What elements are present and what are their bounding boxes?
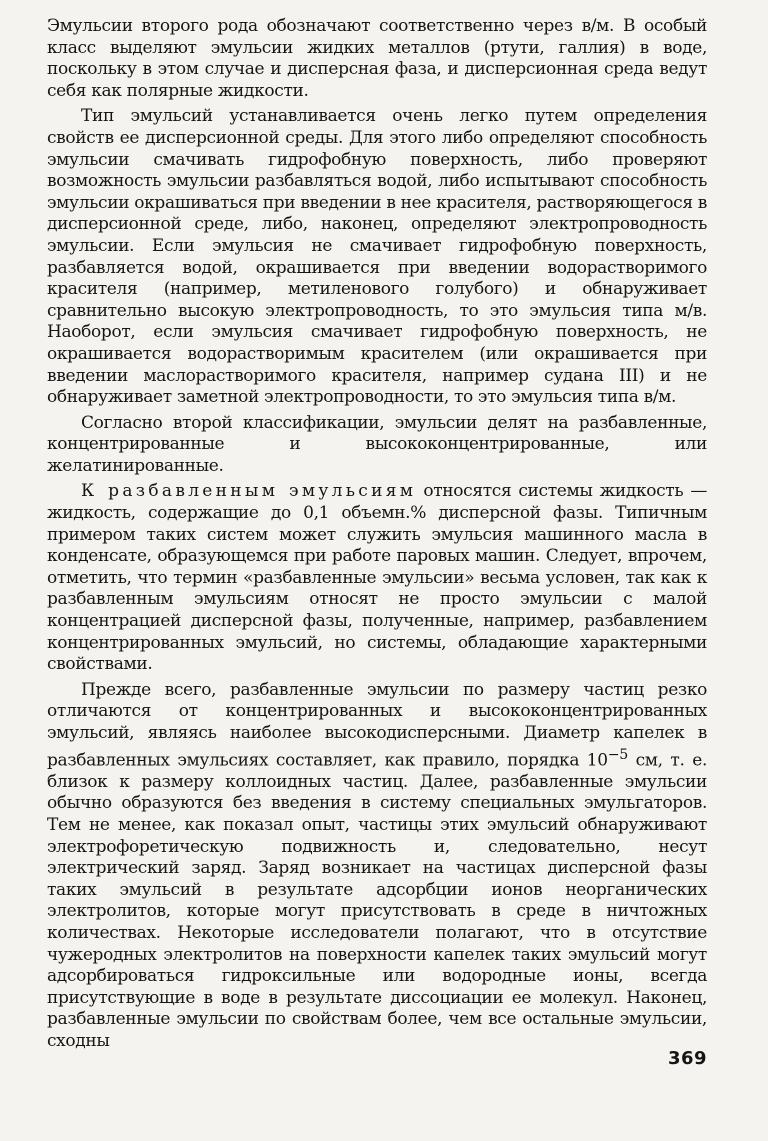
- paragraph-5: [47, 680, 707, 1053]
- paragraph-2: Тип эмульсий устанавливается очень легко путем определения свойств ее дисперсионной среды. Для этого либо определяют способность эмульсии смачивать гидрофобную поверхность, либо проверяют возможность эмульсии разбавляться водой, либо испытывают способность эмульсии окрашиваться при введении в нее красителя, растворяющегося в дисперсионной среде, либо, наконец, определяют электропроводность эмульсии. Если эмульсия не смачивает гидрофобную поверхность, разбавляется водой, окрашивается при введении водорастворимого красителя (например, метиленового голубого) и обнаруживает сравнительно высокую электропроводность, то это эмульсия типа м/в. Наоборот, если эмульсия смачивает гидрофобную поверхность, не окрашивается водорастворимым красителем (или окрашивается при введении маслорастворимого красителя, например судана III) и не обнаруживает заметной электропроводности, то это эмульсия типа в/м.: [47, 106, 707, 408]
- paragraph-1: Эмульсии второго рода обозначают соответственно через в/м. В особый класс выделяют эмульсии жидких металлов (ртути, галлия) в воде, поскольку в этом случае и дисперсная фаза, и дисперсионная среда ведут себя как полярные жидкости.: [47, 16, 707, 101]
- body-text: [47, 16, 707, 1057]
- paragraph-4: [47, 481, 707, 675]
- spaced-term: К разбавленным эмульсиям: [81, 481, 417, 502]
- paragraph-4-text: относятся системы жидкость — жидкость, содержащие до 0,1 объемн.% дисперсной фазы. Типичным примером таких систем может служить эмульсия машинного масла в конденсате, образующемся при работе паровых машин. Следует, впрочем, отметить, что термин «разбавленные эмульсии» весьма условен, так как к разбавленным эмульсиям относят не просто эмульсии с малой концентрацией дисперсной фазы, полученные, например, разбавлением концентрированных эмульсий, но системы, обладающие характерными свойствами.: [47, 481, 707, 675]
- exponent: −5: [607, 746, 628, 763]
- page-number: 369: [668, 1048, 708, 1069]
- paragraph-5-text-a: Прежде всего, разбавленные эмульсии по размеру частиц резко отличаются от концентрированных и высококонцентрированных эмульсий, являясь наиболее высокодисперсными. Диаметр капелек в разбавленных эмульсиях составляет, как правило, порядка 10: [47, 679, 707, 771]
- paragraph-5-text-b: см, т. е. близок к размеру коллоидных частиц. Далее, разбавленные эмульсии обычно образуются без введения в систему специальных эмульгаторов. Тем не менее, как показал опыт, частицы этих эмульсий обнаруживают электрофоретическую подвижность и, следовательно, несут электрический заряд. Заряд возникает на частицах дисперсной фазы таких эмульсий в результате адсорбции ионов неорганических электролитов, которые могут присутствовать в среде в ничтожных количествах. Некоторые исследователи полагают, что в отсутствие чужеродных электролитов на поверхности капелек таких эмульсий могут адсорбироваться гидроксильные или водородные ионы, всегда присутствующие в воде в результате диссоциации ее молекул. Наконец, разбавленные эмульсии по свойствам более, чем все остальные эмульсии, сходны: [47, 750, 708, 1051]
- paragraph-3: Согласно второй классификации, эмульсии делят на разбавленные, концентрированные и высококонцентрированные, или желатинированные.: [47, 412, 707, 476]
